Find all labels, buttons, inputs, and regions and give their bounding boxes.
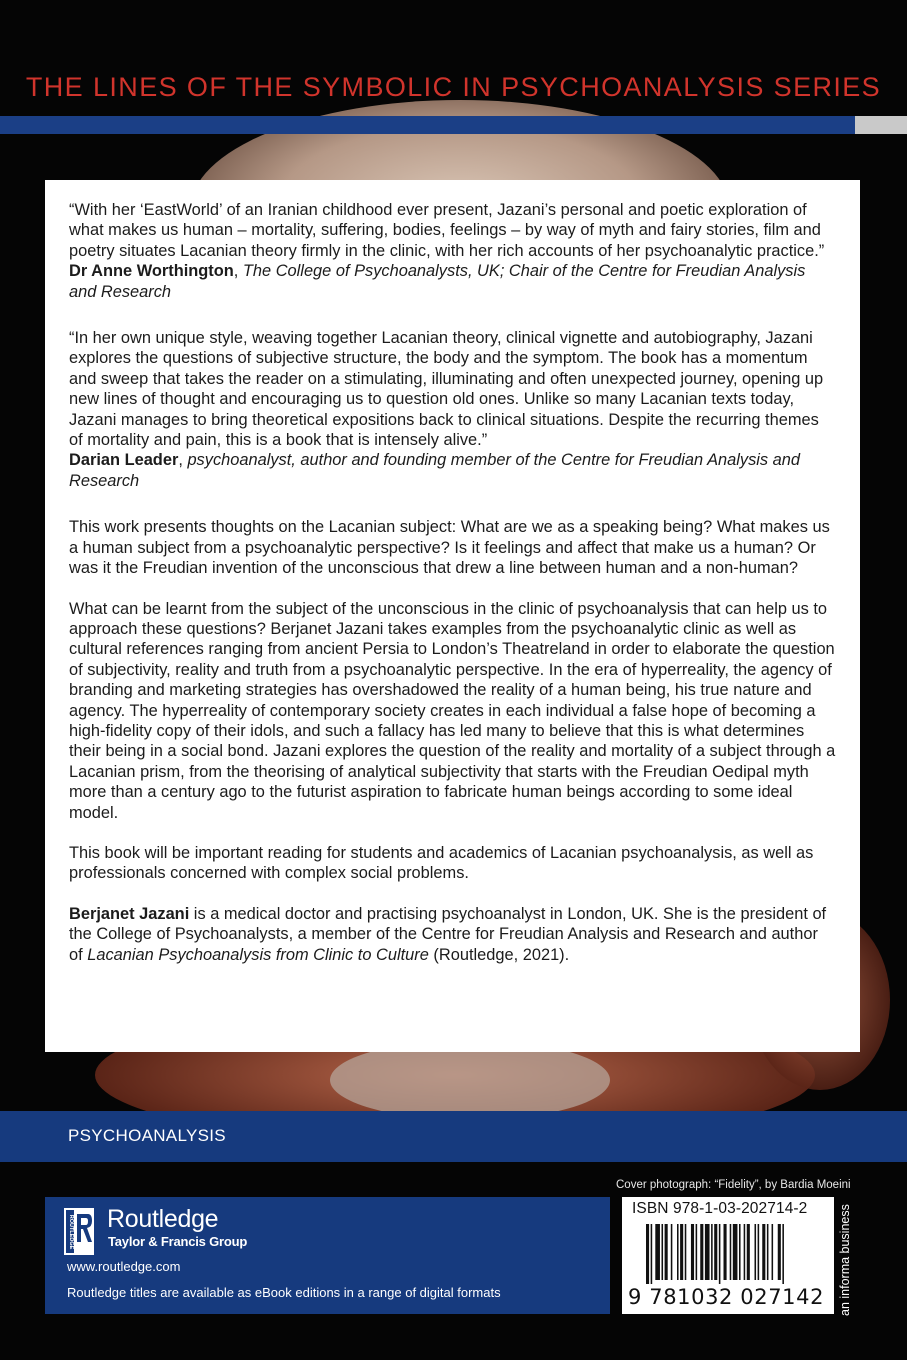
author-book-title: Lacanian Psychoanalysis from Clinic to Culture xyxy=(87,945,429,964)
barcode-bar xyxy=(705,1224,710,1280)
routledge-logo-icon xyxy=(64,1208,94,1255)
endorsement-attribution: Dr Anne Worthington, The College of Psychoanalysts, UK; Chair of the Centre for Freudian Analysis and Research xyxy=(69,262,806,301)
endorsement-quote: “In her own unique style, weaving together Lacanian theory, clinical vignette and autobiography, Jazani explores the questions of subjective structure, the body and the symptom. The book has a momentum and sweep that takes the reader on a stimulating, illuminating and often unexpected journey, opening up new lines of thought and encouraging us to question old ones. Unlike so many Lacanian texts today, Jazani manages to bring theoretical expositions back to clinical situations. Despite the recurring themes of mortality and pain, this is a book that is intensely alive.” xyxy=(69,329,824,450)
series-stripe-tail xyxy=(855,116,907,134)
description-paragraph: What can be learnt from the subject of the unconscious in the clinic of psychoanalysis that can help us to approach these questions? Berjanet Jazani takes examples from the psychoanalytic clinic as well as cultural references ranging from ancient Persia to London’s Theatreland in order to elaborate the question of subjectivity, reality and truth from a psychoanalytic perspective. In the era of hyperreality, the agency of branding and marketing strategies has overshadowed the reality of a human being, his true nature and agency. The hyperreality of contemporary society creates in each individual a false hope of becoming a high-fidelity copy of their idols, and such a fallacy has led many to believe that this is what determines their being in a social bond. Jazani explores the question of the reality and mortality of a subject through a Lacanian prism, from the theorising of analytical subjectivity that starts with the Freudian Oedipal myth more than a century ago to the futurist aspiration to fabricate human beings according to some ideal model. xyxy=(69,599,836,822)
author-bio xyxy=(69,904,836,965)
barcode-bar xyxy=(782,1224,784,1284)
endorser-name: Dr Anne Worthington xyxy=(69,262,234,281)
subject-category: PSYCHOANALYSIS xyxy=(68,1126,226,1145)
endorser-affiliation: The College of Psychoanalysts, UK; Chair of the Centre for Freudian Analysis and Research xyxy=(69,262,806,301)
barcode-box xyxy=(622,1197,834,1314)
series-stripe xyxy=(0,116,907,134)
barcode-bar xyxy=(677,1224,679,1280)
barcode-bar xyxy=(651,1224,653,1284)
subject-bar-right xyxy=(860,1111,907,1162)
barcode-bar xyxy=(767,1224,769,1280)
publisher-group: Taylor & Francis Group xyxy=(108,1234,248,1249)
barcode-bar xyxy=(744,1224,746,1280)
barcode-bar xyxy=(724,1224,727,1280)
barcode-bar xyxy=(778,1224,781,1280)
publisher-box xyxy=(45,1197,610,1314)
barcode-bar xyxy=(714,1224,717,1280)
barcode-bar xyxy=(719,1224,721,1284)
description-paragraph: This book will be important reading for students and academics of Lacanian psychoanalysis, as well as professionals concerned with complex social problems. xyxy=(69,843,814,883)
barcode-bar xyxy=(739,1224,741,1280)
author-name: Berjanet Jazani xyxy=(69,904,190,923)
subject-bar-left xyxy=(0,1111,45,1162)
publisher-url[interactable]: www.routledge.com xyxy=(67,1259,181,1274)
blurb-panel xyxy=(45,180,860,1052)
informa-tag: an informa business xyxy=(838,1204,852,1316)
barcode-bar xyxy=(646,1224,649,1284)
barcode-bar xyxy=(665,1224,668,1280)
endorsement-attribution: Darian Leader, psychoanalyst, author and founding member of the Centre for Freudian Analysis and Research xyxy=(69,451,801,490)
routledge-logo-wordmark: ROUTLEDGE xyxy=(68,1214,74,1250)
publisher-name: Routledge xyxy=(107,1205,219,1233)
barcode-bar xyxy=(685,1224,687,1280)
barcode-bar xyxy=(680,1224,683,1280)
author-bio-text-end: (Routledge, 2021). xyxy=(428,945,570,964)
subject-bar xyxy=(45,1111,860,1162)
barcode-bar xyxy=(691,1224,694,1280)
barcode-bar xyxy=(755,1224,757,1280)
barcode-bar xyxy=(671,1224,673,1280)
barcode-bar xyxy=(733,1224,738,1280)
barcode-bar xyxy=(696,1224,698,1280)
barcode-bar xyxy=(730,1224,732,1280)
barcode-bar xyxy=(662,1224,664,1280)
barcode-bar xyxy=(758,1224,760,1280)
barcode-bar xyxy=(711,1224,713,1280)
endorsement-quote: “With her ‘EastWorld’ of an Iranian childhood ever present, Jazani’s personal and poetic exploration of what makes us human – mortality, suffering, bodies, feelings – by way of myth and fairy stories, film and poetry situates Lacanian theory firmly in the clinic, with her rich accounts of her psychoanalytic practice.” xyxy=(69,201,825,260)
series-title: THE LINES OF THE SYMBOLIC IN PSYCHOANALYSIS SERIES xyxy=(25,72,882,102)
barcode xyxy=(646,1224,826,1284)
barcode-bar xyxy=(655,1224,660,1280)
isbn-label: ISBN 978-1-03-202714-2 xyxy=(632,1200,808,1217)
barcode-bar xyxy=(772,1224,774,1280)
description-paragraph: This work presents thoughts on the Lacanian subject: What are we as a speaking being? What makes us a human subject from a psychoanalytic perspective? Is it feelings and affect that make us a human? Or was it the Freudian invention of the unconscious that drew a line between human and a non-human? xyxy=(69,518,830,578)
endorser-name: Darian Leader xyxy=(69,451,179,470)
ebook-note: Routledge titles are available as eBook editions in a range of digital formats xyxy=(67,1285,501,1300)
barcode-bar xyxy=(700,1224,703,1280)
barcode-digits: 9 781032 027142 xyxy=(628,1285,825,1309)
endorser-affiliation: psychoanalyst, author and founding member of the Centre for Freudian Analysis and Research xyxy=(69,451,801,490)
photo-credit: Cover photograph: “Fidelity”, by Bardia Moeini xyxy=(616,1179,851,1191)
barcode-bar xyxy=(747,1224,750,1280)
barcode-bar xyxy=(762,1224,765,1280)
author-bio-text: is a medical doctor and practising psychoanalyst in London, UK. She is the president of the College of Psychoanalysts, a member of the Centre for Freudian Analysis and Research and author of xyxy=(69,904,827,964)
